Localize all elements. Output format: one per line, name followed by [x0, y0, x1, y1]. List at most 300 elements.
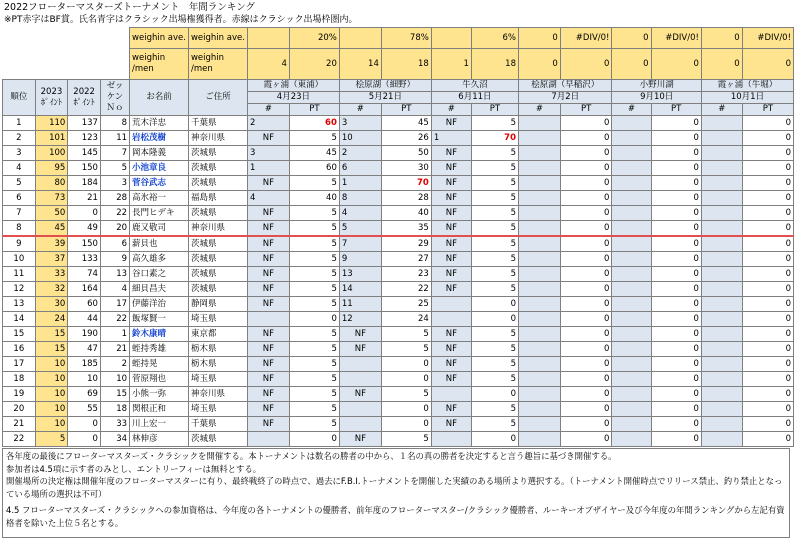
- rules-paragraph: 開催場所の決定権は開催年度のフローターマスターに有り、最終戦終了の時点で、過去にF.B.I.トーナメントを開催した実績のある場所より選択する。（トーナメント開催時点でリリース禁止、釣り禁止となっている場所の選択は不可）: [6, 476, 783, 499]
- event-pt-cell: 26: [381, 131, 431, 146]
- points-2022-cell: 133: [68, 252, 101, 267]
- event-place-cell: [519, 402, 561, 417]
- zekken-cell: 7: [100, 146, 129, 161]
- event-pt-cell: 0: [742, 282, 793, 297]
- event-pt-cell: 5: [289, 252, 339, 267]
- event-place-cell: [519, 176, 561, 191]
- event-place-cell: 1: [431, 131, 471, 146]
- event-date: 10月1日: [701, 92, 793, 104]
- stat-men: 0: [651, 49, 701, 80]
- event-pt-cell: 40: [381, 206, 431, 221]
- ranking-row: [3, 131, 794, 146]
- event-place-cell: NF: [339, 432, 381, 447]
- event-pt-cell: 5: [471, 236, 518, 252]
- angler-name: 蛭持晃: [130, 357, 189, 372]
- event-pt-cell: 5: [471, 342, 518, 357]
- event-place-cell: [519, 372, 561, 387]
- page-title: 2022フローターマスターズトーナメント 年間ランキング: [4, 2, 256, 13]
- event-lake: 霞ヶ浦（東浦）: [247, 80, 339, 92]
- points-2022-cell: 0: [68, 432, 101, 447]
- event-pt-cell: 0: [651, 342, 701, 357]
- header-pt: PT: [742, 104, 793, 116]
- event-pt-cell: 60: [289, 116, 339, 131]
- event-pt-cell: 0: [742, 267, 793, 282]
- event-place-cell: NF: [431, 252, 471, 267]
- points-2023-cell: 32: [35, 282, 68, 297]
- stats-row-ave: [3, 28, 794, 49]
- event-pt-cell: 5: [471, 206, 518, 221]
- event-place-cell: NF: [247, 176, 289, 191]
- event-place-cell: [339, 372, 381, 387]
- angler-name: 長門ヒデキ: [130, 206, 189, 221]
- event-pt-cell: 5: [471, 417, 518, 432]
- event-pt-cell: 5: [471, 146, 518, 161]
- event-pt-cell: 5: [471, 161, 518, 176]
- rank-cell: 6: [3, 191, 36, 206]
- ranking-row: [3, 357, 794, 372]
- zekken-cell: 13: [100, 267, 129, 282]
- event-pt-cell: 0: [560, 297, 612, 312]
- ranking-table: [2, 27, 794, 447]
- event-place-cell: [612, 161, 651, 176]
- event-pt-cell: 0: [560, 191, 612, 206]
- event-place-cell: NF: [431, 357, 471, 372]
- event-pt-cell: 0: [651, 327, 701, 342]
- event-place-cell: [612, 312, 651, 327]
- event-place-cell: [701, 297, 742, 312]
- event-pt-cell: 5: [289, 131, 339, 146]
- event-date: 9月10日: [612, 92, 701, 104]
- event-pt-cell: 5: [289, 342, 339, 357]
- event-place-cell: NF: [247, 342, 289, 357]
- event-place-cell: [701, 176, 742, 191]
- header-zekken: ゼッケン Ｎｏ: [100, 80, 129, 116]
- event-place-cell: [519, 116, 561, 131]
- event-pt-cell: 5: [471, 191, 518, 206]
- angler-name: 関根正和: [130, 402, 189, 417]
- event-place-cell: [612, 176, 651, 191]
- header-pt: PT: [560, 104, 612, 116]
- event-pt-cell: 5: [471, 116, 518, 131]
- angler-name: 菅谷武志: [130, 176, 189, 191]
- event-place-cell: NF: [247, 236, 289, 252]
- event-place-cell: [519, 327, 561, 342]
- event-pt-cell: 0: [289, 312, 339, 327]
- event-pt-cell: 0: [651, 131, 701, 146]
- stat-men: 0: [742, 49, 793, 80]
- points-2023-cell: 95: [35, 161, 68, 176]
- event-pt-cell: 0: [560, 372, 612, 387]
- points-2022-cell: 21: [68, 191, 101, 206]
- event-pt-cell: 5: [471, 402, 518, 417]
- event-pt-cell: 5: [289, 236, 339, 252]
- rank-cell: 11: [3, 267, 36, 282]
- points-2023-cell: 10: [35, 402, 68, 417]
- zekken-cell: 28: [100, 191, 129, 206]
- header-pt: PT: [471, 104, 518, 116]
- stat-men: 20: [289, 49, 339, 80]
- event-pt-cell: 0: [651, 146, 701, 161]
- points-2022-cell: 123: [68, 131, 101, 146]
- event-place-cell: NF: [431, 282, 471, 297]
- event-place-cell: [701, 342, 742, 357]
- zekken-cell: 9: [100, 252, 129, 267]
- event-place-cell: 3: [247, 146, 289, 161]
- event-place-cell: [701, 252, 742, 267]
- event-place-cell: NF: [247, 221, 289, 237]
- event-pt-cell: 5: [381, 327, 431, 342]
- event-pt-cell: 0: [651, 402, 701, 417]
- event-place-cell: NF: [431, 402, 471, 417]
- points-2023-cell: 30: [35, 297, 68, 312]
- event-place-cell: [519, 206, 561, 221]
- event-pt-cell: 0: [651, 432, 701, 447]
- address-cell: 栃木県: [188, 342, 247, 357]
- address-cell: 茨城県: [188, 267, 247, 282]
- stat-men: 0: [612, 49, 651, 80]
- event-place-cell: NF: [247, 131, 289, 146]
- address-cell: 埼玉県: [188, 372, 247, 387]
- header-address: ご住所: [188, 80, 247, 116]
- angler-name: 岩松茂樹: [130, 131, 189, 146]
- event-pt-cell: 0: [560, 417, 612, 432]
- points-2022-cell: 137: [68, 116, 101, 131]
- points-2023-cell: 10: [35, 387, 68, 402]
- stat-men: 0: [560, 49, 612, 80]
- points-2023-cell: 10: [35, 372, 68, 387]
- event-pt-cell: 5: [289, 176, 339, 191]
- event-pt-cell: 0: [471, 432, 518, 447]
- event-place-cell: [612, 252, 651, 267]
- rules-paragraph: 参加者は4.5項に示す者のみとし、エントリーフィーは無料とする。: [6, 463, 262, 474]
- event-place-cell: [612, 267, 651, 282]
- points-2023-cell: 110: [35, 116, 68, 131]
- event-place-cell: [612, 417, 651, 432]
- event-place-cell: NF: [247, 252, 289, 267]
- event-pt-cell: 5: [471, 372, 518, 387]
- event-pt-cell: 0: [742, 176, 793, 191]
- rank-cell: 21: [3, 417, 36, 432]
- zekken-cell: 2: [100, 357, 129, 372]
- event-place-cell: [519, 267, 561, 282]
- legend-note: ※PT赤字はBF賞。氏名青字はクラシック出場権獲得者。赤線はクラシック出場枠圏内。: [4, 15, 358, 25]
- angler-name: 川上宏一: [130, 417, 189, 432]
- angler-name: 菅原翔也: [130, 372, 189, 387]
- header-pt: PT: [651, 104, 701, 116]
- event-pt-cell: 0: [651, 282, 701, 297]
- zekken-cell: 10: [100, 372, 129, 387]
- event-place-cell: [339, 417, 381, 432]
- event-place-cell: NF: [247, 402, 289, 417]
- header-2023-points: 2023 ﾎﾟｲﾝﾄ: [35, 80, 68, 116]
- event-place-cell: 3: [339, 116, 381, 131]
- event-place-cell: 14: [339, 282, 381, 297]
- event-pt-cell: 25: [381, 297, 431, 312]
- event-date: 4月23日: [247, 92, 339, 104]
- angler-name: 高久雄多: [130, 252, 189, 267]
- event-pt-cell: 5: [471, 252, 518, 267]
- event-place-cell: [612, 206, 651, 221]
- address-cell: 埼玉県: [188, 402, 247, 417]
- points-2023-cell: 5: [35, 432, 68, 447]
- stat-label: weighin ave.: [188, 28, 247, 49]
- event-place-cell: [612, 221, 651, 237]
- event-pt-cell: 30: [381, 161, 431, 176]
- event-lake-row: [3, 80, 794, 92]
- event-pt-cell: 45: [289, 146, 339, 161]
- event-pt-cell: 0: [381, 402, 431, 417]
- event-pt-cell: 0: [742, 116, 793, 131]
- event-pt-cell: 0: [471, 312, 518, 327]
- event-place-cell: NF: [247, 267, 289, 282]
- address-cell: 千葉県: [188, 116, 247, 131]
- event-pt-cell: 0: [381, 417, 431, 432]
- rank-cell: 18: [3, 372, 36, 387]
- ranking-row: [3, 312, 794, 327]
- event-pt-cell: 0: [742, 357, 793, 372]
- event-pt-cell: 5: [471, 282, 518, 297]
- points-2023-cell: 100: [35, 146, 68, 161]
- event-pt-cell: 0: [742, 387, 793, 402]
- event-pt-cell: 5: [471, 221, 518, 237]
- event-pt-cell: 0: [742, 417, 793, 432]
- event-pt-cell: 5: [471, 327, 518, 342]
- address-cell: 茨城県: [188, 252, 247, 267]
- rank-cell: 8: [3, 221, 36, 237]
- event-place-cell: [519, 297, 561, 312]
- angler-name: 林伸彦: [130, 432, 189, 447]
- event-pt-cell: 5: [289, 221, 339, 237]
- event-place-cell: [431, 387, 471, 402]
- stat-label: weighin ave.: [130, 28, 189, 49]
- event-pt-cell: 5: [289, 402, 339, 417]
- address-cell: 埼玉県: [188, 312, 247, 327]
- event-pt-cell: 0: [651, 252, 701, 267]
- address-cell: 栃木県: [188, 357, 247, 372]
- rank-cell: 1: [3, 116, 36, 131]
- rules-paragraph: 4.5 フローターマスターズ・クラシックへの参加資格は、今年度の各トーナメントの優勝者、前年度のフローターマスター/クラシック優勝者、ルーキーオブザイヤー及び今年度の年間ランキングから左記有資格者を除いた上位５名とする。: [6, 505, 785, 528]
- event-pt-cell: 0: [742, 327, 793, 342]
- points-2023-cell: 45: [35, 221, 68, 237]
- event-pt-cell: 24: [381, 312, 431, 327]
- event-pt-cell: 0: [651, 297, 701, 312]
- ranking-row: [3, 191, 794, 206]
- event-pt-cell: 0: [560, 206, 612, 221]
- rank-cell: 15: [3, 327, 36, 342]
- event-place-cell: [612, 146, 651, 161]
- event-pt-cell: 0: [742, 236, 793, 252]
- points-2023-cell: 37: [35, 252, 68, 267]
- header-name: お名前: [130, 80, 189, 116]
- points-2023-cell: 39: [35, 236, 68, 252]
- event-place-cell: [701, 402, 742, 417]
- ranking-row: [3, 161, 794, 176]
- address-cell: 神奈川県: [188, 131, 247, 146]
- event-date: 6月11日: [431, 92, 518, 104]
- stat-ave: 6%: [471, 28, 518, 49]
- ranking-row: [3, 297, 794, 312]
- ranking-row: [3, 236, 794, 252]
- event-place-cell: 1: [247, 161, 289, 176]
- rank-cell: 14: [3, 312, 36, 327]
- event-pt-cell: 0: [651, 387, 701, 402]
- event-place-cell: 5: [339, 221, 381, 237]
- event-lake: 牛久沼: [431, 80, 518, 92]
- points-2023-cell: 33: [35, 267, 68, 282]
- header-place: #: [339, 104, 381, 116]
- event-pt-cell: 0: [651, 161, 701, 176]
- event-lake: 霞ヶ浦（牛堀）: [701, 80, 793, 92]
- angler-name: 小池章良: [130, 161, 189, 176]
- event-pt-cell: 5: [289, 297, 339, 312]
- event-pt-cell: 70: [381, 176, 431, 191]
- angler-name: 飯塚賢一: [130, 312, 189, 327]
- event-place-cell: NF: [431, 161, 471, 176]
- stat-ave: #DIV/0!: [560, 28, 612, 49]
- ranking-row: [3, 176, 794, 191]
- event-place-cell: [612, 282, 651, 297]
- event-pt-cell: 0: [560, 387, 612, 402]
- event-place-cell: [701, 267, 742, 282]
- points-2023-cell: 101: [35, 131, 68, 146]
- event-place-cell: NF: [431, 417, 471, 432]
- event-pt-cell: 0: [742, 372, 793, 387]
- stat-ave-zero: 0: [519, 28, 561, 49]
- event-pt-cell: 5: [289, 206, 339, 221]
- event-pt-cell: 0: [651, 236, 701, 252]
- header-place: #: [701, 104, 742, 116]
- event-place-cell: [701, 191, 742, 206]
- event-pt-cell: 0: [560, 312, 612, 327]
- rank-cell: 17: [3, 357, 36, 372]
- event-pt-cell: 5: [289, 372, 339, 387]
- event-pt-cell: 50: [381, 146, 431, 161]
- event-place-cell: [701, 372, 742, 387]
- rank-cell: 13: [3, 297, 36, 312]
- header-rank: 順位: [3, 80, 36, 116]
- angler-name: 伊藤洋治: [130, 297, 189, 312]
- zekken-cell: 11: [100, 131, 129, 146]
- event-pt-cell: 28: [381, 191, 431, 206]
- points-2022-cell: 74: [68, 267, 101, 282]
- points-2023-cell: 24: [35, 312, 68, 327]
- event-pt-cell: 5: [471, 176, 518, 191]
- points-2023-cell: 15: [35, 327, 68, 342]
- event-pt-cell: 5: [289, 327, 339, 342]
- event-place-cell: [247, 312, 289, 327]
- event-pt-cell: 0: [651, 206, 701, 221]
- event-place-cell: 2: [339, 146, 381, 161]
- angler-name: 薪貝也: [130, 236, 189, 252]
- rank-cell: 5: [3, 176, 36, 191]
- ranking-row: [3, 417, 794, 432]
- event-place-cell: 13: [339, 267, 381, 282]
- event-pt-cell: 5: [471, 357, 518, 372]
- event-place-cell: NF: [247, 417, 289, 432]
- stat-men: 18: [471, 49, 518, 80]
- event-place-cell: [519, 357, 561, 372]
- event-place-cell: [247, 432, 289, 447]
- event-place-cell: [612, 236, 651, 252]
- stat-ave: #DIV/0!: [651, 28, 701, 49]
- zekken-cell: 34: [100, 432, 129, 447]
- points-2022-cell: 69: [68, 387, 101, 402]
- zekken-cell: 6: [100, 236, 129, 252]
- address-cell: 神奈川県: [188, 221, 247, 237]
- address-cell: 神奈川県: [188, 387, 247, 402]
- event-place-cell: 1: [339, 176, 381, 191]
- angler-name: 細貝昌夫: [130, 282, 189, 297]
- event-pt-cell: 0: [560, 176, 612, 191]
- event-place-cell: NF: [247, 206, 289, 221]
- event-place-cell: [701, 131, 742, 146]
- event-pt-cell: 0: [651, 267, 701, 282]
- points-2023-cell: 80: [35, 176, 68, 191]
- ranking-row: [3, 402, 794, 417]
- event-place-cell: NF: [431, 191, 471, 206]
- points-2022-cell: 47: [68, 342, 101, 357]
- event-pt-cell: 0: [560, 342, 612, 357]
- event-pt-cell: 0: [742, 206, 793, 221]
- ranking-row: [3, 282, 794, 297]
- event-place-cell: NF: [247, 372, 289, 387]
- event-pt-cell: 0: [560, 267, 612, 282]
- address-cell: 茨城県: [188, 282, 247, 297]
- event-place-cell: [519, 161, 561, 176]
- event-place-cell: [519, 282, 561, 297]
- rank-cell: 12: [3, 282, 36, 297]
- event-pt-cell: 0: [560, 252, 612, 267]
- event-place-cell: NF: [431, 221, 471, 237]
- ranking-row: [3, 146, 794, 161]
- event-place-cell: NF: [431, 206, 471, 221]
- event-pt-cell: 0: [742, 146, 793, 161]
- event-pt-cell: 0: [651, 191, 701, 206]
- event-place-cell: [612, 131, 651, 146]
- points-2023-cell: 50: [35, 206, 68, 221]
- event-place-cell: [612, 191, 651, 206]
- points-2022-cell: 150: [68, 161, 101, 176]
- event-date: 7月2日: [519, 92, 612, 104]
- event-place-cell: [701, 146, 742, 161]
- event-place-cell: [701, 357, 742, 372]
- stat-men: 14: [339, 49, 381, 80]
- event-place-cell: [612, 342, 651, 357]
- zekken-cell: 4: [100, 282, 129, 297]
- event-place-cell: 11: [339, 297, 381, 312]
- event-place-cell: [701, 116, 742, 131]
- event-pt-cell: 0: [742, 252, 793, 267]
- event-place-cell: [612, 327, 651, 342]
- event-place-cell: NF: [339, 327, 381, 342]
- event-pt-cell: 60: [289, 161, 339, 176]
- event-pt-cell: 35: [381, 221, 431, 237]
- angler-name: 荒木洋忠: [130, 116, 189, 131]
- event-place-cell: NF: [431, 327, 471, 342]
- zekken-cell: 5: [100, 161, 129, 176]
- event-place-cell: [612, 402, 651, 417]
- event-pt-cell: 0: [381, 372, 431, 387]
- ranking-row: [3, 116, 794, 131]
- event-pt-cell: 0: [651, 372, 701, 387]
- event-pt-cell: 0: [742, 191, 793, 206]
- points-2022-cell: 190: [68, 327, 101, 342]
- event-place-cell: [431, 432, 471, 447]
- zekken-cell: 22: [100, 312, 129, 327]
- event-place-cell: [701, 432, 742, 447]
- stat-label: weighin /men: [130, 49, 189, 80]
- address-cell: 茨城県: [188, 236, 247, 252]
